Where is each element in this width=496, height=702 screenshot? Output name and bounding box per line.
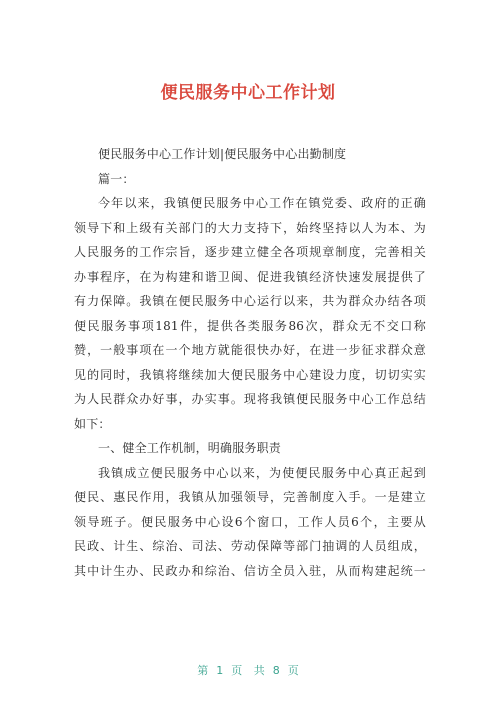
footer-total-pages: 8 [272, 664, 280, 677]
document-line: 便民、惠民作用，我镇从加强领导，完善制度入手。一是建立 [74, 490, 426, 504]
footer-page-suffix: 页 [287, 664, 299, 677]
document-line: 民政、计生、综治、司法、劳动保障等部门抽调的人员组成， [74, 539, 426, 553]
document-line: 人民服务的工作宗旨，逐步建立健全各项规章制度，完善相关 [74, 245, 426, 259]
document-line: 篇一： [98, 171, 135, 186]
document-line: 见的同时，我镇将继续加大便民服务中心建设力度，切切实实 [74, 367, 426, 382]
document-line: 其中计生办、民政办和综治、信访全员入驻，从而构建起统一 [74, 563, 426, 578]
footer-page-number: 1 [216, 664, 224, 677]
document-line: 便民服务事项181件，提供各类服务86次，群众无不交口称 [74, 318, 426, 333]
document-line: 领导下和上级有关部门的大力支持下，始终坚持以人为本、为 [74, 220, 426, 235]
page-footer [0, 662, 496, 678]
document-line: 有力保障。我镇在便民服务中心运行以来，共为群众办结各项 [74, 294, 426, 308]
document-body [74, 142, 426, 583]
document-line: 便民服务中心工作计划|便民服务中心出勤制度 [98, 147, 347, 161]
document-line: 今年以来，我镇便民服务中心工作在镇党委、政府的正确 [98, 196, 426, 210]
document-line: 一、健全工作机制，明确服务职责 [98, 441, 282, 455]
footer-page-of: 页 共 [231, 664, 265, 677]
footer-page-label: 第 [197, 664, 209, 677]
document-line: 如下： [74, 416, 111, 431]
document-line: 我镇成立便民服务中心以来，为使便民服务中心真正起到 [98, 465, 426, 480]
document-line: 办事程序，在为构建和谐卫闽、促进我镇经济快速发展提供了 [74, 269, 426, 284]
document-title: 便民服务中心工作计划 [160, 83, 336, 103]
document-line: 领导班子。便民服务中心设6个窗口，工作人员6个，主要从 [74, 514, 426, 529]
document-line: 赞，一般事项在一个地方就能很快办好，在进一步征求群众意 [74, 343, 426, 357]
document-line: 为人民群众办好事，办实事。现将我镇便民服务中心工作总结 [74, 392, 426, 406]
